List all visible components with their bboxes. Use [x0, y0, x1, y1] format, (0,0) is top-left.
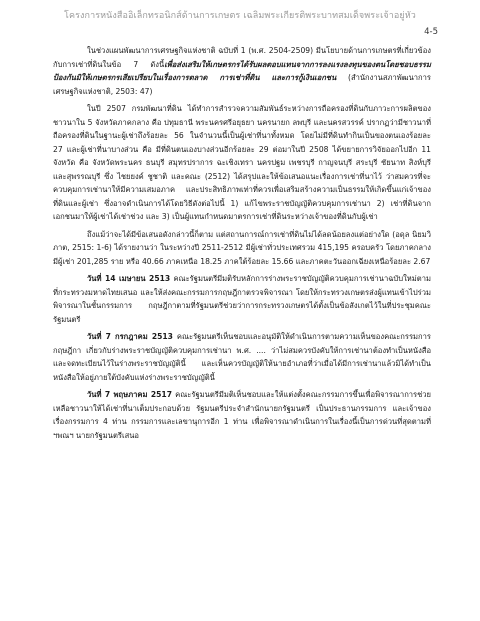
date-heading: วันที่ 14 เมษายน 2513: [87, 274, 171, 283]
date-heading: วันที่ 7 พฤษภาคม 2517: [87, 390, 173, 399]
paragraph-5: [53, 330, 431, 384]
paragraph-6: [53, 388, 431, 442]
text-segment: ถึงแม้ว่าจะได้มีข้อเสนอดังกล่าวนี้ก็ตาม แต่สถานการณ์การเช่าที่ดินไม่ได้ลดน้อยลงแต่อย่างใด (อดุล นิยมวิภาต, 2515: 1-6) ได้รายงานว่า ในระหว่างปี 2511-2512 มีผู้เช่าทั่วประเทศรวม 415,195 ครอบครัว โดยภาคกลางมีผู้เช่า 201,285 ราย หรือ 40.66 ภาคเหนือ 18.25 ภาคใต้ร้อยละ 15.66 และภาคตะวันออกเฉียงเหนือร้อยละ 2.67: [53, 229, 431, 266]
text-segment: คณะรัฐมนตรีเห็นชอบและอนุมัติให้ดำเนินการตามความเห็นของคณะกรรมการกฤษฎีกา เกี่ยวกับร่างพระราชบัญญัติควบคุมการเช่านา พ.ศ. .... ว่าไม่สมควรบังคับให้การเช่านาต้องทำเป็นหนังสือและจดทะเบียนไว้ในร่างพระราชบัญญัตินี้ และเห็นควรบัญญัติให้นายอำเภอที่ว่าเมื่อได้มีการเช่านาแล้วมิได้ทำเป็นหนังสือให้อยู่ภายใต้บังคับแห่งร่างพระราชบัญญัตินี้: [53, 332, 431, 382]
text-segment: (สำนักงานสภาพัฒนาการเศรษฐกิจแห่งชาติ, 2503: 47): [53, 73, 431, 96]
emphasized-policy-text: เพื่อส่งเสริมให้เกษตรกรได้รับผลตอบแทนจากการลงแรงลงทุนของตนโดยชอบธรรม ป้องกันมิให้เกษตรกรเสียเปรียบในเรื่องการตลาด การเช่าที่ดิน และการกู้เงินเอกชน: [53, 59, 431, 82]
text-segment: ในช่วงแผนพัฒนาการเศรษฐกิจแห่งชาติ ฉบับที่ 1 (พ.ศ. 2504-2509) มีนโยบายด้านการเกษตรที่เกี่ยวข้องกับการเช่าที่ดินในข้อ 7 ดังนี้: [53, 46, 431, 69]
paragraph-1: [53, 44, 431, 98]
text-segment: คณะรัฐมนตรีมีมติเห็นชอบและให้แต่งตั้งคณะกรรมการขึ้นเพื่อพิจารณาการช่วยเหลือชาวนาให้ได้เช่าที่นาเต็มประกอบด้วย รัฐมนตรีประจำสำนักนายกรัฐมนตรี เป็นประธานกรรมการ และเจ้าของเรื่องกรรมการ 4 ท่าน กรรมการและเลขานุการอีก 1 ท่าน เพื่อพิจารณาดำเนินการในเรื่องนี้เป็นการด่วนที่สุดตามที่ ฯพณฯ นายกรัฐมนตรีเสนอ: [53, 390, 431, 440]
running-header: โครงการหนังสืออิเล็กทรอนิกส์ด้านการเกษตร เฉลิมพระเกียรติพระบาทสมเด็จพระเจ้าอยู่หัว: [64, 11, 416, 21]
text-segment: คณะรัฐมนตรีมีมติรับหลักการร่างพระราชบัญญัติควบคุมการเช่านาฉบับใหม่ตามที่กระทรวงมหาดไทยเสนอ และให้ส่งคณะกรรมการกฤษฎีกาตรวจพิจารณา โดยให้กระทรวงเกษตรส่งผู้แทนเข้าไปร่วมพิจารณาในชั้นกรรมการ กฤษฎีกาตามที่รัฐมนตรีช่วยว่าการกระทรวงเกษตรได้ตั้งเป็นข้อสังเกตไว้ในที่ประชุมคณะรัฐมนตรี: [53, 274, 431, 324]
text-segment: ในปี 2507 กรมพัฒนาที่ดิน ได้ทำการสำรวจความสัมพันธ์ระหว่างการถือครองที่ดินกับภาวะการผลิตของชาวนาใน 5 จังหวัดภาคกลาง คือ ปทุมธานี พระนครศรีอยุธยา นครนายก ลพบุรี และนครสวรรค์ ปรากฏว่ามีชาวนาที่ถือครองที่ดินในฐานะผู้เช่าถึงร้อยละ 56 ในจำนวนนี้เป็นผู้เช่าที่นาทั้งหมด โดยไม่มีที่ดินทำกินเป็นของตนเองร้อยละ 27 และผู้เช่าที่นาบางส่วน คือ มีที่ดินตนเองบางส่วนอีกร้อยละ 29 ต่อมาในปี 2508 ได้ขยายการวิจัยออกไปอีก 11 จังหวัด คือ จังหวัดพระนคร ธนบุรี สมุทรปราการ ฉะเชิงเทรา นครปฐม เพชรบุรี กาญจนบุรี สระบุรี ชัยนาท สิงห์บุรี และสุพรรณบุรี ซึ่ง ไชยยงค์ ชูชาติ และคณะ (2512) ได้สรุปและให้ข้อเสนอแนะเรื่องการเช่าที่นาไว้ ว่าสมควรที่จะควบคุมการเช่านาให้มีความเสมอภาค และประสิทธิภาพเท่าที่ควรเพื่อเสริมสร้างความเป็นธรรมให้เกิดขึ้นแก่เจ้าของที่ดินและผู้เช่า ซึ่งอาจดำเนินการได้โดยวิธีดังต่อไปนี้ 1) แก้ไขพระราชบัญญัติควบคุมการเช่านา 2) เช่าที่ดินจากเอกชนมาให้ผู้เช่าได้เช่าช่วง และ 3) เป็นผู้แทนกำหนดมาตรการเช่าที่ดินระหว่างเจ้าของที่ดินกับผู้เช่า: [53, 104, 431, 221]
date-heading: วันที่ 7 กรกฎาคม 2513: [87, 332, 173, 341]
body-text: [53, 44, 431, 446]
page-number: 4-5: [424, 27, 438, 37]
paragraph-3: [53, 228, 431, 269]
paragraph-4: [53, 272, 431, 326]
paragraph-2: [53, 102, 431, 224]
